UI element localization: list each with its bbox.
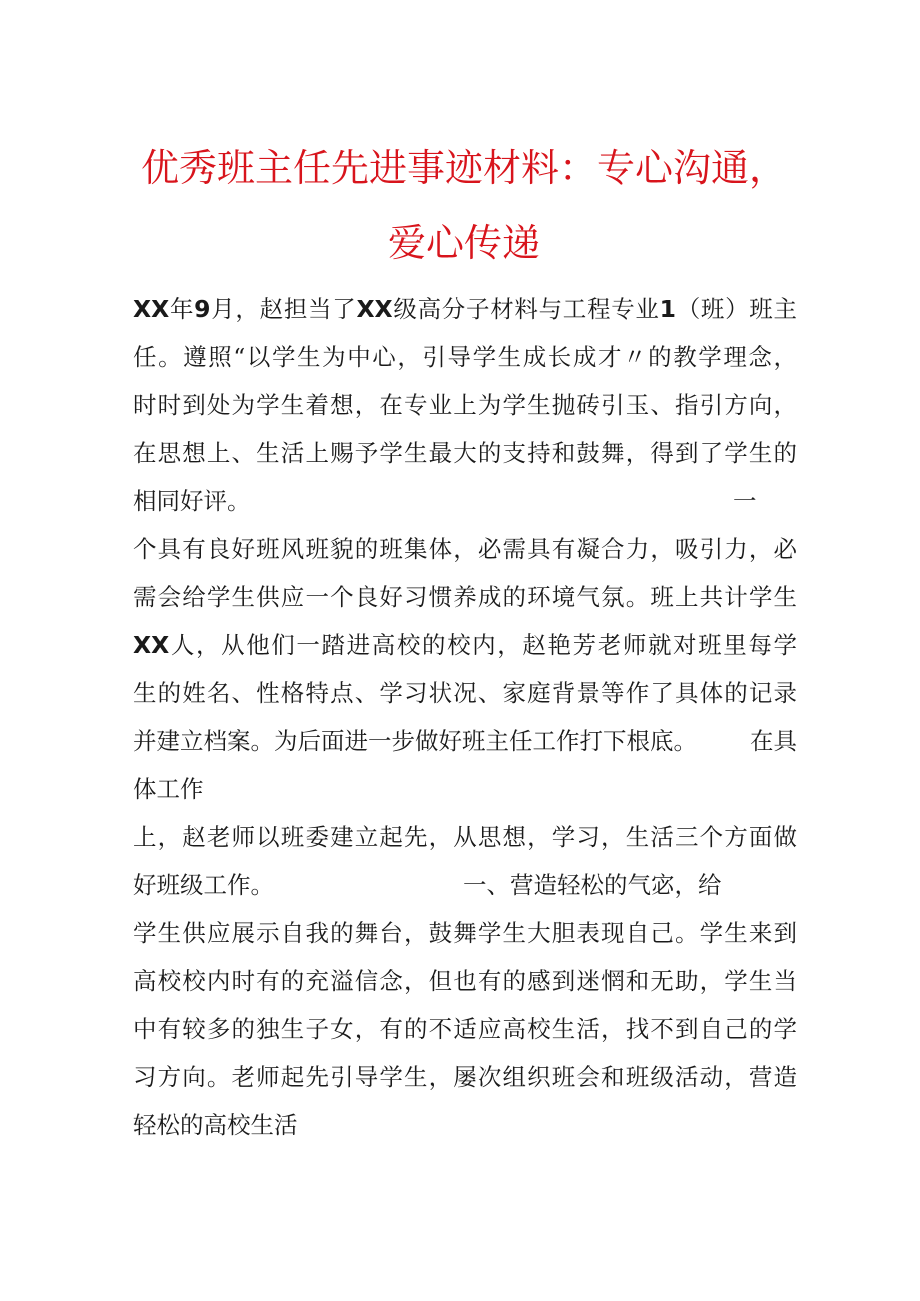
body-line-3: 时时到处为学生着想，在专业上为学生抛砖引玉、指引方向， xyxy=(133,391,797,419)
bold-text: XX xyxy=(133,631,170,659)
body-line-13 xyxy=(133,870,797,900)
body-line-7: 需会给学生供应一个良好习惯养成的环境气氛。班上共计学生 xyxy=(133,583,797,611)
body-text: 好班级工作。 xyxy=(133,871,274,899)
body-line-6: 个具有良好班风班貌的班集体，必需具有凝合力，吸引力，必 xyxy=(133,535,797,563)
body-line-15: 高校校内时有的充溢信念，但也有的感到迷惘和无助，学生当 xyxy=(133,967,797,995)
document-title-line-2: 爱心传递 xyxy=(387,221,540,265)
body-line-2: 任。遵照“以学生为中心，引导学生成长成才〃的教学理念， xyxy=(133,343,797,371)
body-text: 一 xyxy=(733,487,757,515)
body-text: 并建立档案。为后面进一步做好班主任工作打下根底。 xyxy=(133,727,697,755)
body-text: 人，从他们一踏进高校的校内，赵艳芳老师就对班里每学 xyxy=(169,631,797,659)
body-line-16: 中有较多的独生子女，有的不适应高校生活，找不到自己的学 xyxy=(133,1015,797,1043)
body-text: 级高分子材料与工程专业 xyxy=(392,295,660,323)
body-text: 在具 xyxy=(750,727,797,755)
bold-text: XX xyxy=(133,295,170,323)
body-line-4: 在思想上、生活上赐予学生最大的支持和鼓舞，得到了学生的 xyxy=(133,439,797,467)
body-line-5 xyxy=(133,486,797,516)
body-line-1 xyxy=(133,294,797,324)
body-text: 年 xyxy=(169,295,195,323)
bold-text: 1 xyxy=(659,295,676,323)
body-line-12: 上，赵老师以班委建立起先，从思想，学习，生活三个方面做 xyxy=(133,823,797,851)
body-line-9: 生的姓名、性格特点、学习状况、家庭背景等作了具体的记录 xyxy=(133,679,797,707)
body-line-18: 轻松的高校生活 xyxy=(133,1111,298,1139)
body-line-8 xyxy=(133,630,797,660)
body-line-14: 学生供应展示自我的舞台，鼓舞学生大胆表现自己。学生来到 xyxy=(133,919,797,947)
body-line-11: 体工作 xyxy=(133,775,204,803)
body-line-17: 习方向。老师起先引导学生，屡次组织班会和班级活动，营造 xyxy=(133,1063,797,1091)
body-line-10 xyxy=(133,726,797,756)
body-text: 月，赵担当了 xyxy=(210,295,357,323)
bold-text: 9 xyxy=(194,295,211,323)
bold-text: XX xyxy=(356,295,393,323)
body-text: （班）班主 xyxy=(675,295,797,323)
body-text: 相同好评。 xyxy=(133,487,251,515)
body-text: 一、营造轻松的气宓，给 xyxy=(463,871,722,899)
document-title-line-1: 优秀班主任先进事迹材料：专心沟通， xyxy=(140,146,787,190)
